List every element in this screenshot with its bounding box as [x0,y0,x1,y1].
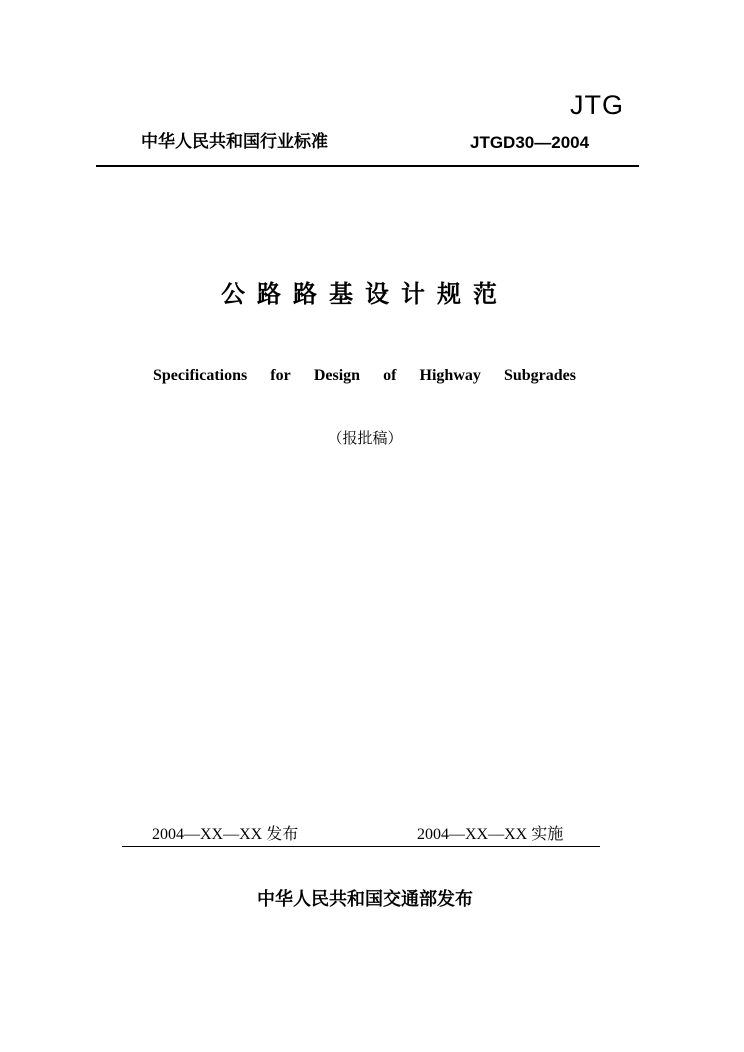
effective-date: 2004—XX—XX 实施 [417,826,564,843]
english-title-word: for [270,367,291,384]
publisher: 中华人民共和国交通部发布 [257,889,473,910]
standard-category-title: 中华人民共和国行业标准 [141,132,328,152]
english-title-word: Design [313,367,361,384]
english-title-word: Highway [419,367,481,384]
english-title-word: Specifications [153,367,248,384]
header-divider [96,165,639,167]
draft-status-note: （报批稿） [327,429,403,447]
english-title-word: of [383,367,397,384]
english-title [153,368,576,384]
document-title: 公路路基设计规范 [221,280,509,308]
issue-date: 2004—XX—XX 发布 [152,826,299,843]
footer-divider [122,846,600,847]
standard-code: JTG [570,90,624,120]
standard-number: JTGD30—2004 [470,133,590,152]
english-title-word: Subgrades [503,367,576,384]
